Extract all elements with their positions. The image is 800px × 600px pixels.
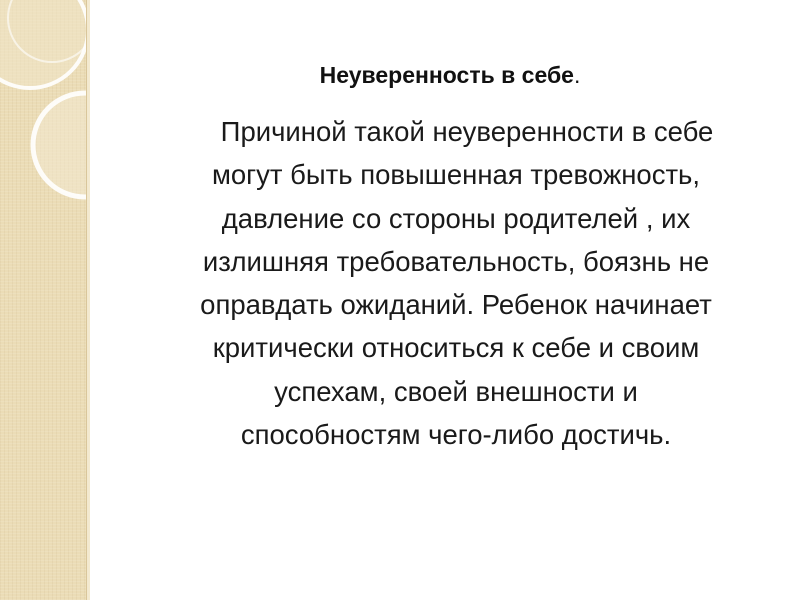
slide-title-text: Неуверенность в себе xyxy=(319,62,574,88)
decorative-circles xyxy=(0,0,90,600)
decorative-circle-large-fill xyxy=(0,0,88,88)
body-line-1: Причиной такой неуверенности в себе xyxy=(220,116,714,147)
slide-body xyxy=(118,110,794,456)
body-line-2: могут быть повышенная тревожность, xyxy=(211,159,701,191)
decorative-side-band xyxy=(0,0,90,600)
body-line-8: способностям чего-либо достичь. xyxy=(240,419,672,451)
body-line-7: успехам, своей внешности и xyxy=(274,375,638,407)
slide-title xyxy=(150,62,750,89)
side-band-edge xyxy=(86,0,90,600)
body-line-3: давление со стороны родителей , их xyxy=(221,202,691,234)
body-line-4: излишняя требовательность, боязнь не xyxy=(202,245,710,277)
body-line-5: оправдать ожиданий. Ребенок начинает xyxy=(200,289,712,321)
slide-title-period: . xyxy=(573,62,581,88)
body-line-6: критически относиться к себе и своим xyxy=(212,332,700,364)
decorative-circle-medium-fill xyxy=(33,93,90,197)
